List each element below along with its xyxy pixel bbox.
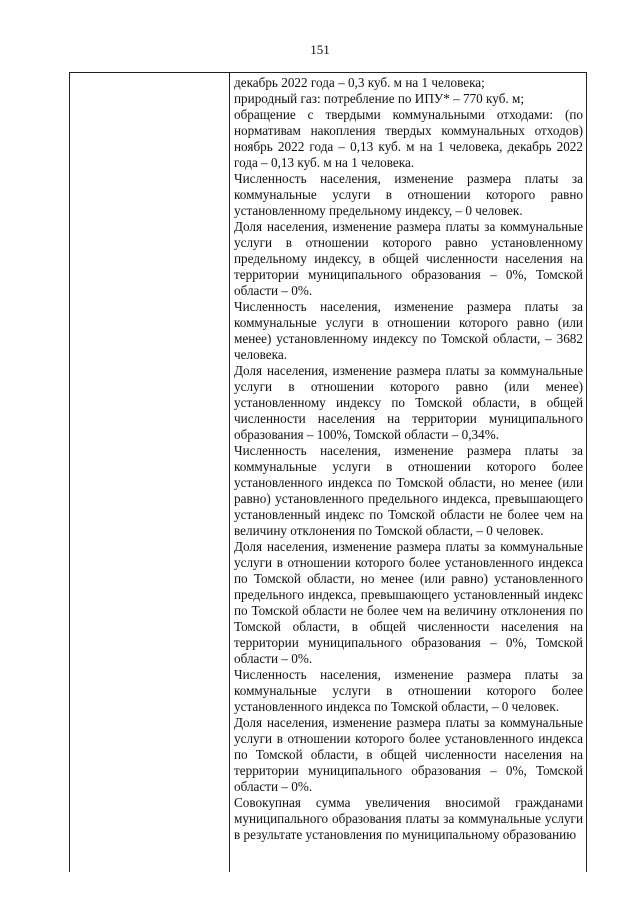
paragraph-9: Численность населения, изменение размера платы за коммунальные услуги в отношении которого более установленного индекса по Томской области, – 0 человек. — [234, 667, 583, 714]
table-right-column — [234, 75, 583, 843]
page-number: 151 — [310, 42, 330, 57]
paragraph-4: Доля населения, изменение размера платы за коммунальные услуги в отношении которого равно установленному предельному индексу, в общей численности населения на территории муниципального образования – 0%, Томской области – 0%. — [234, 219, 583, 298]
paragraph-6: Доля населения, изменение размера платы за коммунальные услуги в отношении которого равно (или менее) установленному индексу по Томской области, в общей численности населения на территории муниципального образования – 100%, Томской области – 0,34%. — [234, 363, 583, 442]
paragraph-5: Численность населения, изменение размера платы за коммунальные услуги в отношении которого равно (или менее) установленному индексу по Томской области, – 3682 человека. — [234, 299, 583, 362]
document-table — [69, 72, 587, 872]
table-left-column — [70, 73, 230, 872]
paragraph-2: обращение с твердыми коммунальными отходами: (по нормативам накопления твердых коммунальных отходов) ноябрь 2022 года – 0,13 куб. м на 1 человека, декабрь 2022 года – 0,13 куб. м на 1 человека. — [234, 107, 583, 170]
paragraph-8: Доля населения, изменение размера платы за коммунальные услуги в отношении которого более установленного индекса по Томской области, но менее (или равно) установленного предельного индекса, превышающего установленный индекс по Томской области не более чем на величину отклонения по Томской области, в общей численности населения на территории муниципального образования – 0%, Томской области – 0%. — [234, 539, 583, 666]
paragraph-10: Доля населения, изменение размера платы за коммунальные услуги в отношении которого более установленного индекса по Томской области, в общей численности населения на территории муниципального образования – 0%, Томской области – 0%. — [234, 715, 583, 794]
paragraph-0: декабрь 2022 года – 0,3 куб. м на 1 человека; — [234, 75, 485, 90]
paragraph-7: Численность населения, изменение размера платы за коммунальные услуги в отношении которого более установленного индекса по Томской области, но менее (или равно) установленного предельного индекса, превышающего установленный индекс по Томской области не более чем на величину отклонения по Томской области, – 0 человек. — [234, 443, 583, 538]
paragraph-3: Численность населения, изменение размера платы за коммунальные услуги в отношении которого равно установленному предельному индексу, – 0 человек. — [234, 171, 583, 218]
paragraph-1: природный газ: потребление по ИПУ* – 770 куб. м; — [234, 91, 525, 106]
paragraph-11: Совокупная сумма увеличения вносимой гражданами муниципального образования платы за коммунальные услуги в результате установления по муниципальному образованию — [234, 795, 583, 842]
